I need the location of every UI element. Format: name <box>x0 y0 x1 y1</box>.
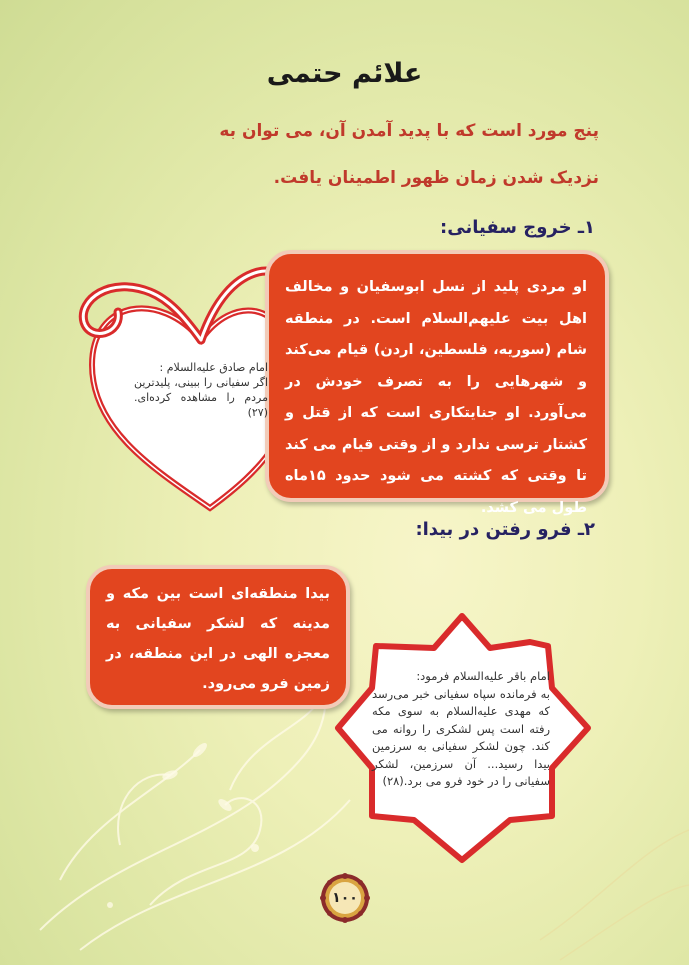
section-body-sufyani: او مردی پلید از نسل ابوسفیان و مخالف اهل بیت علیهم‌السلام است. در منطقه شام (سوریه، فلسطین، اردن) قیام می‌کند و شهرهایی را به تصرف خودش در می‌آورد. او جنایتکاری است که از قتل و کشتار ترسی ندارد و از وقتی قیام می کند تا وقتی که کشته می شود حدود ۱۵ماه طول می کشد. <box>265 250 609 502</box>
section-body-bayda: بیدا منطقه‌ای است بین مکه و مدینه که لشکر سفیانی به معجزه الهی در این منطقه، در زمین فرو می‌رود. <box>86 565 350 709</box>
section-heading-bayda: ۲ـ فرو رفتن در بیدا: <box>415 519 595 540</box>
quote-attribution: امام صادق علیه‌السلام : <box>159 361 268 374</box>
page-number: ۱۰۰ <box>332 890 358 906</box>
quote-text: به فرمانده سپاه سفیانی خبر می‌رسد که مهدی علیه‌السلام به سوی مکه رفته است پس لشکری را روانه می کند. چون لشکر سفیانی به سرزمین بیدا رسید... آن سرزمین، لشکر سفیانی را در خود فرو می برد.(۲۸) <box>372 686 550 788</box>
page-title: علائم حتمی <box>266 58 423 89</box>
quote-attribution: امام باقر علیه‌السلام فرمود: <box>416 669 550 683</box>
intro-line: پنج مورد است که با پدید آمدن آن، می توان به <box>219 121 599 141</box>
intro-paragraph <box>79 108 599 202</box>
hadith-quote-sadiq <box>134 360 268 420</box>
hadith-quote-baqir <box>372 668 550 791</box>
intro-line: نزدیک شدن زمان ظهور اطمینان یافت. <box>273 168 599 188</box>
quote-text: اگر سفیانی را ببینی، پلیدترین مردم را مشاهده کرده‌ای. (۲۷) <box>134 376 268 419</box>
section-heading-sufyani: ۱ـ خروج سفیانی: <box>440 217 595 238</box>
